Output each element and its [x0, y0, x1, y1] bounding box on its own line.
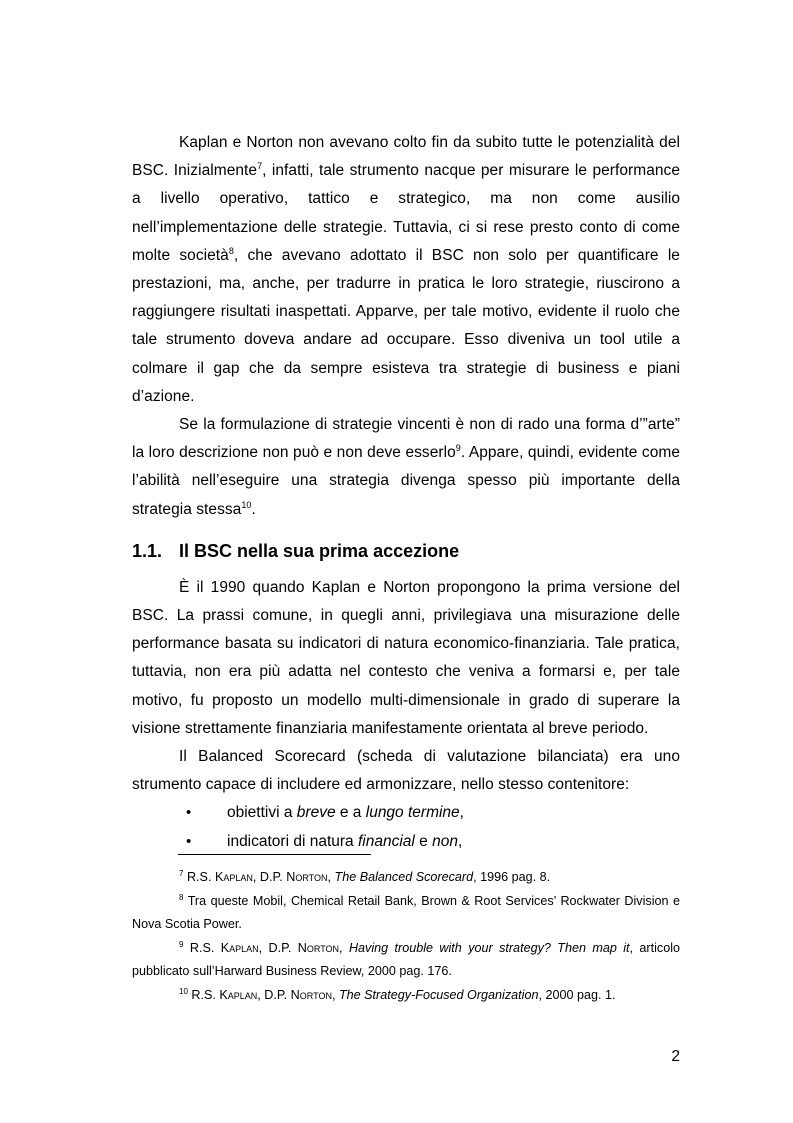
list-item-emphasis: financial: [357, 832, 415, 850]
footnote-ref-8: 8: [228, 245, 234, 256]
bullet-list: [132, 799, 680, 855]
body-text: [132, 129, 680, 856]
section-title: Il BSC nella sua prima accezione: [179, 540, 460, 561]
footnote-10: [132, 984, 680, 1008]
footnote-rest: , 1996 pag. 8.: [473, 870, 551, 884]
footnote-number: 8: [179, 892, 184, 902]
list-item: [132, 799, 680, 827]
paragraph-2-text-b: . Appare, quindi, evidente come l’abilità nell’eseguire una strategia divenga spesso più importante della strategia stessa: [132, 444, 681, 518]
footnote-separator-text: ,: [327, 870, 335, 884]
footnote-separator: [178, 854, 371, 855]
footnotes: [132, 866, 680, 1007]
paragraph-2: [132, 411, 680, 524]
footnote-ref-10: 10: [241, 499, 252, 510]
list-item-text: indicatori di natura: [227, 832, 358, 850]
list-item-emphasis: lungo termine: [365, 804, 460, 822]
paragraph-1-text-a: Kaplan e Norton non avevano colto fin da subito tutte le potenzialità del BSC. Inizialmente: [132, 134, 680, 180]
paragraph-1-text-c: , che avevano adottato il BSC non solo per quantificare le prestazioni, ma, anche, per tradurre in pratica le loro strategie, riuscirono a raggiungere risultati inaspettati. Apparve, per tale motivo, evidente il ruolo che tale strumento doveva andare ad occupare. Esso diveniva un tool utile a colmare il gap che da sempre esisteva tra strategie di business e piani d’azione.: [132, 246, 680, 405]
paragraph-2-text-c: .: [251, 500, 256, 518]
footnote-7: [132, 866, 680, 890]
footnote-authors: R.S. Kaplan, D.P. Norton: [191, 987, 332, 1002]
footnote-number: 10: [179, 986, 188, 996]
bullet-icon: •: [186, 804, 192, 822]
footnote-authors: R.S. Kaplan, D.P. Norton: [186, 870, 328, 884]
list-item-text: ,: [457, 832, 463, 850]
paragraph-3: È il 1990 quando Kaplan e Norton propongono la prima versione del BSC. La prassi comune, in quegli anni, privilegiava una misurazione delle performance basata su indicatori di natura economico-finanziaria. Tale pratica, tuttavia, non era più adatta nel contesto che veniva a formarsi e, per tale motivo, fu proposto un modello multi-dimensionale in grado di superare la visione strettamente finanziaria manifestamente orientata al breve periodo.: [132, 578, 680, 737]
footnote-authors: R.S. Kaplan, D.P. Norton: [189, 940, 340, 955]
paragraph-1: [132, 129, 680, 411]
footnote-number: 9: [179, 939, 184, 949]
footnote-rest: , articolo pubblicato sull’Harward Business Review, 2000 pag. 176.: [132, 940, 681, 978]
footnote-rest: , 2000 pag. 1.: [538, 987, 616, 1002]
footnote-title: Having trouble with your strategy? Then map it: [348, 940, 630, 955]
footnote-title: The Strategy-Focused Organization: [338, 987, 539, 1002]
list-item-text: ,: [459, 804, 464, 822]
list-item-emphasis: breve: [296, 804, 336, 822]
list-item-text: e: [414, 832, 433, 850]
list-item: [132, 828, 680, 856]
footnote-separator-text: ,: [339, 940, 349, 955]
footnote-ref-7: 7: [257, 161, 263, 172]
list-item-text: obiettivi a: [227, 804, 297, 822]
section-heading: [132, 536, 680, 566]
footnote-8: [132, 890, 680, 937]
list-item-text: e a: [335, 804, 366, 822]
list-item-emphasis: non: [432, 832, 458, 850]
footnote-title: The Balanced Scorecard: [334, 870, 474, 884]
paragraph-4: Il Balanced Scorecard (scheda di valutazione bilanciata) era uno strumento capace di includere ed armonizzare, nello stesso contenitore:: [132, 748, 680, 794]
bullet-icon: •: [186, 832, 192, 850]
paragraph-1-text-b: , infatti, tale strumento nacque per misurare le performance a livello operativo, tattico e strategico, ma non come ausilio nell’implementazione delle strategie. Tuttavia, ci si rese presto conto di come molte società: [132, 162, 681, 264]
footnote-number: 7: [179, 869, 184, 878]
footnote-text: Tra queste Mobil, Chemical Retail Bank, Brown & Root Services’ Rockwater Division e Nova Scotia Power.: [132, 893, 680, 931]
footnote-separator-text: ,: [331, 987, 339, 1002]
footnote-ref-9: 9: [455, 443, 461, 454]
section-number: 1.1.: [132, 540, 163, 561]
paragraph-2-text-a: Se la formulazione di strategie vincenti è non di rado una forma d’”arte” la loro descrizione non può e non deve esserlo: [132, 416, 680, 462]
footnote-9: [132, 937, 680, 984]
page-number: 2: [671, 1048, 680, 1065]
